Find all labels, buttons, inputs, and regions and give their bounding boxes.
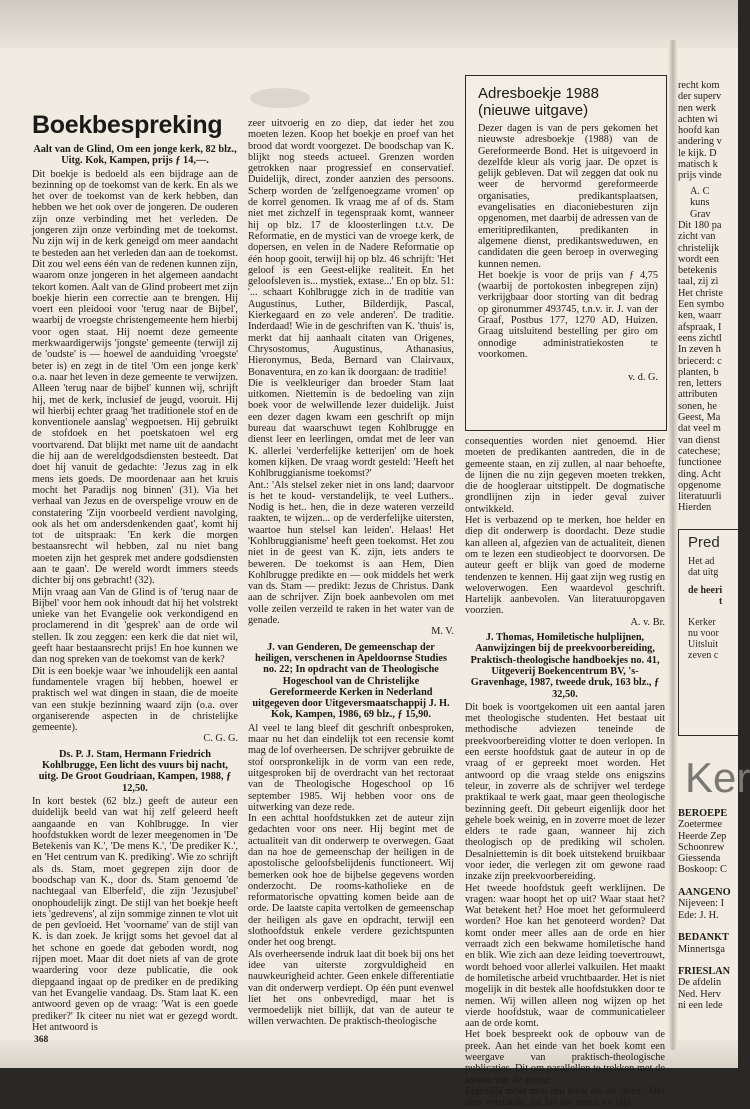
- review-heading: Aalt van de Glind, Om een jonge kerk, 82 blz., Uitg. Kok, Kampen, prijs ƒ 14,—.: [33, 144, 237, 167]
- review-text: Mijn vraag aan Van de Glind is of 'terug naar de Bijbel' voor hem ook inhoudt dat hij het volstrekt unieke van het Evangelie ook verkondigend en proclamerend in dit 'gesprek' aan de orde wil stellen. Ik zou zeggen: een kerk die dat niet wil, geeft haar bestaansrecht prijs! En hoe kunnen we dan nog spreken van de toekomst van de kerk?: [32, 586, 238, 666]
- review-signature: A. v. Br.: [630, 616, 665, 628]
- review-text: In kort bestek (62 blz.) geeft de auteur een duidelijk beeld van wat hij zelf geleerd heeft aangaande en van Kohlbrugge. In vier hoofdstukken wordt de lezer meegenomen in 'De Betekenis van K.', 'De mens K.', 'De prediker K.', en 'Het centrum van K. prediking'. Wie zo schrijft als ds. Stam, moet gegrepen zijn door de boodschap van K., door ds. Stam genoemd 'de nachtegaal van Elberfeld', die zijn 'Jezusjubel' onophoudelijk zingt. De stijl van het boekje heeft iets 'gedrevens', al zijn sommige zinnen te vlot uit de pen gevloeid. Het 'voorname' van de stijl van K. is dan zoek. Je krijgt soms het gevoel dat al het schone en goede dat geboden wordt, nog rijpen moet. Maar dit doet niets af van de grote waardering voor deze publicatie, die ook diepgaand ingaat op de prediker en de prediking van het Evangelie vandaag. Ds. Stam laat K. een antwoord geven op de vraag: 'Wat is een goede prediker?' Ik citeer nu niet wat er gezegd wordt. Het antwoord is: [32, 795, 238, 1033]
- review-text: Als overheersende indruk laat dit boek bij ons het idee van uiterste zorgvuldigheid en nauwkeurigheid achter. Geen enkele differentiatie van dit onderwerp verdiept. Op één punt evenwel liet het ons onbevredigd, maar het is vermoedelijk niet billijk, dat van de auteur te willen verwachten. De praktisch-theologische: [248, 948, 454, 1028]
- right-page-fragment-bottom: BEROEPE Zoetermee Heerde Zep Schoonrew Giessenda Boskoop: C AANGENO Nijeveen: I Ede: J. H. BEDANKT Minnertsga FRIESLAN De afdelin Ned. Herv ni een lede: [678, 808, 731, 1012]
- notice-body: [478, 123, 658, 384]
- notice-text: Dezer dagen is van de pers gekomen het nieuwste adresboekje (1988) van de Gereformeerde Bond. Het is uitgevoerd in dezelfde kleur als vorig jaar. De opzet is gelijk gebleven. Dat wil zeggen dat ook nu weer de hervormd gereformeerde organisaties, predikantsplaatsen, evangelisaties en diaconiebesturen zijn opgenomen, met daarbij de adressen van de emeritipredikanten, predikanten in algemene dienst, predikantsweduwen, en candidaten die geen beroep in overweging kunnen nemen.: [478, 123, 658, 270]
- review-text: Al veel te lang bleef dit geschrift onbesproken, maar nu het dan eindelijk tot een recensie komt mag de lof overheersen. De schrijver gebruikte de stof oorspronkelijk in de vorm van een rede, uitgesproken bij de overdracht van het rectoraat van de Theologische Hogeschool op 16 september 1985. Wij hebben voor ons de uitwerking van deze rede.: [248, 722, 454, 813]
- review-text: In een achttal hoofdstukken zet de auteur zijn gedachten voor ons neer. Hij begint met de actualiteit van dit onderwerp te overwegen. Gaat dan na hoe de gemeenschap der heiligen in de apostolische geloofsbelijdenis functioneert. Wij bemerken ook hoe de bijbelse gegevens worden onderzocht. De rooms-katholieke en de reformatorische opvatting komen beide aan de orde. De laatste capita vertolken de gemeenschap der heiligen als gave en opdracht, terwijl een slothoofdstuk enkele verdere gezichtspunten onder het oog brengt.: [248, 813, 454, 949]
- page-gutter: [668, 40, 678, 1050]
- review-text: Eigenlijk moet men een boek als dit 'doen'. Met dien verstande, dat het het meest tot zijn: [465, 1085, 665, 1109]
- review-text: Ant.: 'Als stelsel zeker niet in ons land; daarvoor is het te koud- verstandelijk, te veel Luthers.. Nodig is het.. hen, die in deze wateren verzeild raakten, te wijzen... op de verderfelijke uitersten, waartoe hun stelsel kan leiden'. Helaas! Het 'Kohlbruggianisme' heeft geen toekomst. Het zou niet in de geest van K. zijn, iets anders te beweren. De toekomst is aan Hem, Dien Kohlbrugge predikte en — ook middels het werk van ds. Stam — predikt: Jezus de Christus. Dank aan de schrijver. Zijn boek aanbevolen om met volle zeilen verzeild te raken in het water van de genade.: [248, 479, 454, 627]
- notice-title: Adresboekje 1988 (nieuwe uitgave): [478, 85, 599, 119]
- review-text: consequenties worden niet genoemd. Hier moeten de predikanten aantreden, die in de gemeente staan, en zij zullen, al naar behoefte, de lijnen die nu zijn gegeven moeten trekken, die de hoogleraar uitstippelt. De dogmatische grondlijnen zijn in ieder geval zuiver ontwikkeld.: [465, 436, 665, 515]
- review-heading: Ds. P. J. Stam, Hermann Friedrich Kohlbrugge, Een licht des vuurs bij nacht, uitg. De Groot Goudriaan, Kampen, 1988, ƒ 12,50.: [38, 748, 232, 794]
- review-signature: M. V.: [431, 626, 454, 638]
- notice-signature: v. d. G.: [628, 372, 658, 384]
- page-title: Boekbespreking: [32, 111, 223, 139]
- page-number: 368: [34, 1035, 49, 1045]
- column-3: [465, 436, 665, 1109]
- review-text: Dit is een boekje waar 'we inhoudelijk een aantal fundamentele vragen bij hebben, hoewel er praktisch wel wat dingen in staan, die de moeite van een stukje bezinning waard zijn (o.a. over organiserende aspecten in de christelijke gemeente).: [32, 665, 238, 734]
- review-heading: J. van Genderen, De gemeenschap der heiligen, verschenen in Apeldoornse Studies no. 22; In opdracht van de Theologische Hogeschool van de Christelijke Gereformeerde Kerken in Nederland uitgegeven door Uitgeversmaatschappij J. H. Kok, Kampen, 1986, 69 blz., ƒ 15,90.: [252, 641, 450, 721]
- column-2: [248, 118, 454, 1030]
- review-text: Dit boekje is bedoeld als een bijdrage aan de bezinning op de toekomst van de kerk. En als we het over de toekomst van de kerk hebben, dan hebben we het ook over de jongeren. De ouderen zijn onze verbinding met het verleden. De jongeren zijn onze verbinding met de toekomst. Nu zijn wij in de kerk geneigd om meer aandacht te besteden aan het verleden dan aan de toekomst. Dit zou wel eens één van de redenen kunnen zijn, waarom onze jongeren in het algemeen aandacht tekort komen. Aalt van de Glind probeert met zijn boekje hierin een correctie aan te brengen. Hij voert een pleidooi voor 'terug naar de Bijbel', waarbij de vroegste christengemeente hem hierbij voor ogen staat. Hij noemt deze gemeente merkwaardigerwijs 'jongste' gemeente (terwijl zij de 'oudste' is — hoewel de aanduiding 'vroegste' beter is) en zegt in de titel 'Om een jonge kerk' o.a. naar het leven in deze gemeente te verwijzen. Alleen 'terug naar de bijbel' kunnen wij, schrijft hij, met de kerk, inclusief de jeugd, vooruit. Hij wil hierbij echter graag 'het traditionele stof en de konventionele aanslag' wegpoetsen. Hij gebruikt de stofdoek en het poetskatoen wel erg voortvarend. Dat blijkt met name uit de aandacht die hij aan de wereldgodsdiensten besteedt. Dat doet hij vanuit de gedachte: 'Jezus zag in elk mens iets goeds. De moordenaar aan het kruis mocht het Paradijs nog binnen' (31). Via het verhaal van Jezus en de overspelige vrouw en de constatering 'Zijn voorbeeld verdient navolging, ook als het om andersdenkenden gaat', komt hij tot de uitspraak: 'En kerk die morgen bestaansrecht wil hebben, zal nu niet bang moeten zijn het gesprek met andere godsdiensten aan te gaan'. De wereld wordt immers steeds dichter bij ons gebracht! (32).: [32, 168, 238, 587]
- paper-stain: [250, 88, 310, 108]
- right-page-heading-fragment: Ker: [685, 754, 750, 801]
- review-heading: J. Thomas, Homiletische hulplijnen, Aanwijzingen bij de preekvoorbereiding, Praktisch-theologische handboekjes no. 41, Uitgeverij Boekencentrum BV, 's-Gravenhage, 1987, tweede druk, 163 blz., ƒ 32,50.: [470, 632, 660, 700]
- right-page-fragment-mid: Dit 180 pa zicht van christelijk wordt een betekenis taal, zij zi Het christe Een symbo ken, waarr afspraak, I eens zichtl In zeven h briecerd: c planten, b ren, letters attributen sonen, he Geest, Ma dat veel m van dienst catechese; functionee ding. Acht opgenome literatuurli Hierden: [678, 220, 725, 514]
- review-text: zeer uitvoerig en zo diep, dat ieder het zou moeten lezen. Koop het boekje en proef van het brood dat wordt voorgezet. De boodschap van K. blijkt nog steeds actueel. Grenzen worden getrokken naar progressief en conservatief. Duidelijk, direct, zonder aanzien des persoons. Scherp worden de 'zelfgenoegzame vromen' op de korrel genomen. Ik vraag me af of ds. Stam niet met zichzelf in tegenspraak komt, wanneer hij op blz. 17 de kloosterlingen t.t.v. De Reformatie, en de mystici van de vroege kerk, de dopersen, en velen in de Nadere Reformatie op één hoop gooit, terwijl hij op blz. 46 schrijft: 'Het geloof is een Geest-elijke realiteit. En het geloofsleven is... mystiek, extase...' En op blz. 51: '... schaart Kohlbrugge zich in de traditie van Augustinus, Luther, Bilderdijk, Pascal, Kierkegaard en zo vele anderen'. De traditie. Inderdaad! Wie in de geschriften van K. 'thuis' is, merkt dat hij aanhaalt citaten van Origenes, Chrysostomus, Augustinus, Athanasius, Hieronymus, Beda, Bernard van Clairvaux, Bonaventura, en zo kan ik doorgaan: de traditie!: [248, 118, 454, 378]
- review-text: Die is veelkleuriger dan broeder Stam laat uitkomen. Niettemin is de bedoeling van zijn boek voor de welwillende lezer duidelijk. Juist een dezer dagen kwam een geschrift op mijn bureau dat waarschuwt tegen Kohlbrugge en dienst leer en leerlingen, omdat met de leer van K. allerlei 'verderfelijke ketterijen' om de hoek komen kijken. De vraag wordt gesteld: 'Heeft het Kohlbruggianisme toekomst?': [248, 377, 454, 480]
- right-page-fragment-top: recht kom der superv nen werk achten wi hoofd kan andering v le kijk. D matisch k prijs vinde: [678, 80, 722, 182]
- notice-text: Het boekje is voor de prijs van ƒ 4,75 (waarbij de portokosten inbegrepen zijn) verkrijgbaar door storting van dit bedrag op gironummer 493745, t.n.v. ir. J. van der Graaf, Postbus 177, 1270 AD, Huizen. Graag uitsluitend bestelling per giro om onnodige administratiekosten te voorkomen.: [478, 269, 658, 360]
- right-box-title: Pred: [688, 534, 720, 551]
- address-book-notice: [465, 75, 667, 431]
- review-signature: C. G. G.: [203, 733, 238, 745]
- page-top-edge: [0, 0, 738, 48]
- column-1: [32, 140, 238, 1033]
- review-text: Het tweede hoofdstuk geeft werklijnen. De vragen: waar hoopt het op uit? Waar staat het? Wat betekent het? Hoe moet het geformuleerd worden? Hoe kan het genoteerd worden? Dat komt onder meer alles aan de orde en hier verraadt zich een bekwame homiletische hand en blik. Wie zich aan deze leiding toevertrouwt, wordt behoed voor allerlei valkuilen. Het maakt de homiletische arbeid vruchtbaarder. Het is niet mogelijk in dit bestek alle hoofdstukken door te nemen. Wij willen alleen nog wijzen op het vierde hoofdstuk, waar de communicatieleer aan de orde komt.: [465, 882, 665, 1030]
- review-text: Het is verbazend op te merken, hoe helder en diep dit onderwerp is doordacht. Deze studie kan alleen al, afgezien van de actualiteit, dienen om te lezen een studieobject te doorvorsen. De auteur geeft er blijk van goed de moderne tendenzen te kennen. Hij gaat zijn weg rustig en weloverwogen. Een waardevol geschrift. Hartelijk aanbevolen. Van literatuuropgaven voorzien.: [465, 515, 665, 617]
- review-text: Het boek bespreekt ook de opbouw van de preek. Aan het einde van het boek komt een weergave van praktisch-theologische publicaties. Dit om parallellen te trekken met de ideeën van de auteur.: [465, 1029, 665, 1086]
- right-page-boxed-notice: Pred Het ad dat uitg de heeri t Kerker nu voor Uitsluit zeven c: [678, 529, 739, 736]
- review-text: Dit boek is voortgekomen uit een aantal jaren met theologische studenten. Het bestaat uit methodische adviezen teneinde de preekvoorbereiding vlotter te doen verlopen. In een eerste hoofdstuk gaat de auteur in op de vraag of er gepreekt moet worden. Het antwoord op die vraag stelde ons enigszins teleur, in zoverre als de schrijver wel terdege praktikaal te werk gaat, maar geen theologische bezinning geeft. Dit gebeurt eigenlijk door het gehele boek weinig, en in zoverre moet de lezer elders te rade gaan, wanneer hij zich theologisch op de prediking wil scholen. Desalniettemin is dit boek uitstekend bruikbaar voor ieder, die verlegen zit om gewone raad inzake zijn preekvoorbereiding.: [465, 701, 665, 883]
- right-page-fragment-heading: A. C kuns Grav: [690, 186, 711, 220]
